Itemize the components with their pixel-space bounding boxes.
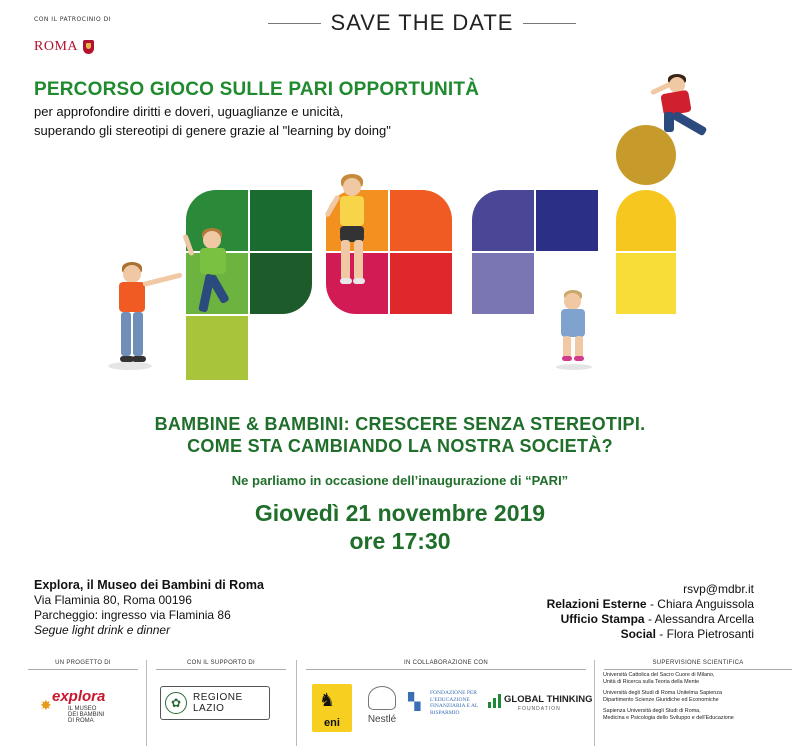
headline-title: PERCORSO GIOCO SULLE PARI OPPORTUNITÀ <box>34 79 480 100</box>
venue-note: Segue light drink e dinner <box>34 623 171 637</box>
feduf-logo <box>408 690 484 730</box>
global-thinking-bars-icon <box>488 694 501 708</box>
science-item-3-a: Sapienza Università degli Studi di Roma, <box>603 708 701 714</box>
regione-line-1: REGIONE <box>193 692 243 703</box>
eni-wordmark: eni <box>324 717 340 729</box>
feduf-wordmark: FONDAZIONE PER L'EDUCAZIONE FINANZIARIA E AL RISPARMIO <box>430 690 479 716</box>
tile-i-1 <box>616 190 676 251</box>
feduf-blocks-icon: ▚ <box>408 692 421 711</box>
footer-collab-line <box>306 669 586 670</box>
eni-dog-icon: ♞ <box>319 690 336 711</box>
regione-lazio-logo <box>160 686 270 720</box>
science-item-3 <box>603 708 793 722</box>
footer-sep-1 <box>146 660 147 746</box>
event-question-line-1: BAMBINE & BAMBINI: CRESCERE SENZA STEREOTIPI. <box>154 414 646 434</box>
footer-logos <box>0 660 800 749</box>
science-item-2-a: Università degli Studi di Roma Unitelma Sapienza <box>603 690 722 696</box>
shadow-kid-left <box>108 362 152 370</box>
nestle-logo <box>360 686 404 732</box>
headline-sub-1: per approfondire diritti e doveri, uguaglianze e unicità, <box>34 104 344 119</box>
footer-project-line <box>28 669 138 670</box>
venue-block <box>34 578 364 638</box>
regione-wordmark <box>193 692 243 714</box>
global-thinking-logo <box>488 692 593 722</box>
headline-sub-2: superando gli stereotipi di genere grazie al "learning by doing" <box>34 123 391 138</box>
tile-r-1 <box>472 190 534 251</box>
rsvp-email[interactable]: rsvp@mdbr.it <box>683 582 754 596</box>
science-item-2 <box>603 690 793 704</box>
tile-p-2 <box>250 190 312 251</box>
contact-social-name: - Flora Pietrosanti <box>655 627 754 641</box>
global-thinking-sub: FOUNDATION <box>518 706 561 712</box>
event-intro: Ne parliamo in occasione dell’inaugurazione di “PARI” <box>231 473 569 488</box>
contact-press-label: Ufficio Stampa <box>560 612 645 626</box>
footer-collab-label: IN COLLABORAZIONE CON <box>404 660 488 666</box>
tile-a-2 <box>390 190 452 251</box>
science-list <box>603 672 793 726</box>
venue-parking: Parcheggio: ingresso via Flaminia 86 <box>34 608 231 622</box>
science-item-2-b: Dipartimento Scienze Giuridiche ed Economiche <box>603 697 719 703</box>
nestle-wordmark: Nestlé <box>367 714 397 725</box>
science-item-3-b: Medicina e Psicologia dello Sviluppo e dell'Educazione <box>603 715 734 721</box>
girl-climbing-illustration <box>330 174 376 294</box>
footer-project-label: UN PROGETTO DI <box>55 660 111 666</box>
tile-a-4 <box>390 253 452 314</box>
nestle-nest-icon <box>368 686 396 710</box>
event-question <box>0 413 800 457</box>
science-item-1-b: Unità di Ricerca sulla Teoria della Mente <box>603 679 700 685</box>
event-datetime <box>0 499 800 555</box>
event-time: ore 17:30 <box>349 528 451 554</box>
tile-r-2 <box>536 190 598 251</box>
save-the-date-title: SAVE THE DATE <box>330 10 514 35</box>
patronage-label: CON IL PATROCINIO DI <box>34 16 111 23</box>
kid-jumping-illustration <box>650 74 720 138</box>
contact-press <box>434 612 754 627</box>
contact-social-label: Social <box>620 627 656 641</box>
science-item-1 <box>603 672 793 686</box>
girl-overalls-illustration <box>556 290 590 366</box>
kid-pointing-illustration <box>110 260 190 370</box>
shadow-girl-right <box>556 364 592 370</box>
contact-pr-label: Relazioni Esterne <box>546 597 647 611</box>
eni-logo <box>312 684 352 732</box>
contacts-block <box>434 582 754 642</box>
kid-climbing-green-illustration <box>192 226 242 322</box>
event-question-line-2: COME STA CAMBIANDO LA NOSTRA SOCIETÀ? <box>187 436 613 456</box>
regione-line-2: LAZIO <box>193 703 225 714</box>
contact-social <box>434 627 754 642</box>
tile-p-4 <box>250 253 312 314</box>
contact-pr-name: - Chiara Anguissola <box>646 597 754 611</box>
venue-name: Explora, il Museo dei Bambini di Roma <box>34 578 264 592</box>
contact-pr <box>434 597 754 612</box>
contact-press-name: - Alessandra Arcella <box>644 612 754 626</box>
footer-science-label: SUPERVISIONE SCIENTIFICA <box>652 660 744 666</box>
event-date: Giovedì 21 novembre 2019 <box>254 500 546 526</box>
roma-wordmark: ROMA <box>34 39 79 54</box>
footer-sep-3 <box>594 660 595 746</box>
explora-wordmark: explora <box>52 688 106 705</box>
footer-support-line <box>156 669 286 670</box>
science-item-1-a: Università Cattolica del Sacro Cuore di Milano, <box>603 672 715 678</box>
tile-i-2 <box>616 253 676 314</box>
global-thinking-wordmark: GLOBAL THINKING <box>504 694 593 705</box>
explora-star-icon: ✸ <box>40 698 52 714</box>
tile-r-3 <box>472 253 534 314</box>
regione-mark-icon: ✿ <box>165 692 187 714</box>
footer-science-line <box>604 669 792 670</box>
footer-support-label: CON IL SUPPORTO DI <box>187 660 255 666</box>
tile-p-5 <box>186 316 248 380</box>
venue-address: Via Flaminia 80, Roma 00196 <box>34 593 192 607</box>
explora-tagline: IL MUSEO DEI BAMBINI DI ROMA <box>68 706 105 724</box>
explora-logo <box>38 684 128 730</box>
footer-sep-2 <box>296 660 297 746</box>
